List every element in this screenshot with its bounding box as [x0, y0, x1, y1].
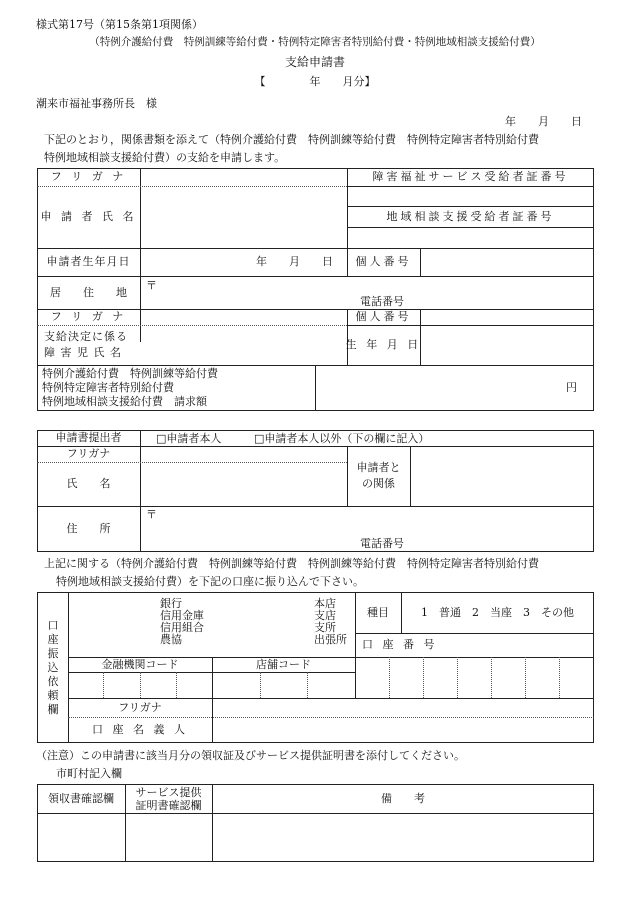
regional-cert-number-input[interactable]	[347, 227, 594, 248]
submitter-relation-label-1: 申請者と	[356, 461, 401, 474]
account-holder-label: 口 座 名 義 人	[92, 722, 188, 736]
account-holder-input[interactable]	[212, 717, 594, 742]
account-transfer-side-label: 口座振込依頼欄	[47, 619, 59, 716]
transfer-line-1: 上記に関する（特例介護給付費 特例訓練等給付費 特例訓練等給付費 特例特定障害者特別給付費	[44, 557, 539, 570]
child-name-label-1: 支給決定に係る	[44, 330, 128, 343]
application-date[interactable]: 年 月 日	[505, 115, 582, 128]
receipt-check-input[interactable]	[37, 813, 125, 862]
receipt-check-label: 領収書確認欄	[48, 791, 114, 805]
addressee: 潮来市福祉事務所長 様	[36, 97, 157, 110]
branch-type-branch: 支店	[314, 609, 336, 622]
applicant-furigana-label: フ リ ガ ナ	[50, 170, 127, 184]
service-check-label-2: 証明書確認欄	[135, 799, 202, 812]
bank-type-bank: 銀行	[160, 597, 182, 610]
account-number-label: 口 座 番 号	[362, 638, 438, 652]
applicant-furigana-input[interactable]	[140, 168, 347, 186]
child-name-input[interactable]	[140, 325, 347, 365]
submitter-postal-mark-icon: 〒	[146, 508, 157, 521]
submitter-phone-label: 電話番号	[360, 537, 404, 550]
child-personal-number-input[interactable]	[420, 309, 594, 325]
intro-line-1: 下記のとおり，関係書類を添えて（特例介護給付費 特例訓練等給付費 特例特定障害者特別給付費	[44, 133, 539, 146]
residence-phone-label: 電話番号	[360, 295, 404, 308]
submitter-other-checkbox[interactable]: □申請者本人以外（下の欄に記入）	[254, 432, 430, 445]
holder-furigana-input[interactable]	[212, 698, 594, 717]
applicant-birthdate-label: 申請者生年月日	[46, 255, 131, 269]
branch-type-main: 本店	[314, 597, 336, 610]
service-check-input[interactable]	[125, 813, 212, 862]
account-type-options[interactable]: 1 普通 2 当座 3 その他	[421, 605, 574, 619]
account-number-input[interactable]	[355, 657, 594, 698]
applicant-personal-number-label: 個人番号	[355, 255, 412, 269]
claim-label-2: 特例特定障害者特別給付費	[42, 381, 174, 394]
remarks-label: 備 考	[381, 791, 425, 805]
submitter-label: 申請書提出者	[55, 431, 122, 445]
bank-type-nokyo: 農協	[160, 633, 182, 646]
branch-type-office: 支所	[314, 621, 336, 634]
branch-type-agency: 出張所	[314, 633, 347, 646]
service-cert-number-input[interactable]	[347, 186, 594, 206]
bank-code-input[interactable]	[68, 672, 212, 698]
applicant-name-label: 申 請 者 氏 名	[40, 210, 137, 224]
yen-unit: 円	[566, 381, 577, 394]
form-title: 支給申請書	[284, 55, 345, 69]
claim-label-3: 特例地域相談支援給付費 請求額	[42, 395, 207, 408]
child-birthdate-input[interactable]	[420, 325, 594, 365]
remarks-input[interactable]	[212, 813, 594, 862]
postal-mark-icon: 〒	[146, 279, 157, 292]
attachment-notice: （注意）この申請書に該当月分の領収証及びサービス提供証明書を添付してください。	[36, 749, 465, 762]
submitter-address-label: 住 所	[66, 522, 111, 536]
bank-name-input[interactable]	[68, 592, 355, 657]
bank-type-kumiai: 信用組合	[160, 621, 204, 634]
submitter-furigana-input[interactable]	[140, 446, 347, 462]
service-cert-number-label: 障害福祉サービス受給者証番号	[372, 170, 569, 184]
applicant-personal-number-input[interactable]	[420, 248, 594, 276]
period-field[interactable]: 【 年 月分】	[254, 75, 376, 88]
form-subtitle: （特例介護給付費 特例訓練等給付費・特例特定障害者特別給付費・特例地域相談支援給付費）	[89, 36, 541, 48]
service-check-label-1: サービス提供	[135, 786, 202, 799]
claim-amount-input[interactable]	[315, 365, 594, 411]
child-personal-number-label: 個人番号	[355, 310, 412, 324]
municipal-heading: 市町村記入欄	[56, 767, 122, 780]
submitter-furigana-label: フリガナ	[66, 447, 111, 461]
claim-label-1: 特例介護給付費 特例訓練等給付費	[42, 367, 218, 380]
account-type-label: 種目	[367, 605, 389, 619]
bank-type-shinkin: 信用金庫	[160, 609, 204, 622]
submitter-name-label: 氏 名	[66, 477, 111, 491]
intro-line-2: 特例地域相談支援給付費）の支給を申請します。	[44, 151, 286, 164]
submitter-name-input[interactable]	[140, 462, 347, 506]
submitter-relation-label-2: の関係	[362, 477, 395, 490]
form-number: 様式第17号（第15条第1項関係）	[36, 18, 203, 31]
child-name-label-2: 障 害 児 氏 名	[44, 346, 122, 359]
bank-code-label: 金融機関コード	[101, 657, 179, 671]
child-furigana-input[interactable]	[140, 309, 347, 325]
regional-cert-number-label: 地域相談支援受給者証番号	[386, 209, 555, 223]
applicant-name-input[interactable]	[140, 186, 347, 248]
submitter-self-checkbox[interactable]: □申請者本人	[156, 432, 222, 445]
branch-code-label: 店舗コード	[256, 657, 311, 671]
applicant-birthdate-input[interactable]: 年 月 日	[256, 255, 333, 269]
holder-furigana-label: フリガナ	[118, 700, 162, 714]
transfer-line-2: 特例地域相談支援給付費）を下記の口座に振り込んで下さい。	[56, 575, 364, 588]
residence-label: 居 住 地	[50, 285, 127, 299]
submitter-relation-input[interactable]	[410, 446, 594, 506]
child-birthdate-label: 生 年 月 日	[345, 338, 422, 352]
branch-code-input[interactable]	[212, 672, 355, 698]
child-furigana-label: フ リ ガ ナ	[50, 310, 127, 324]
